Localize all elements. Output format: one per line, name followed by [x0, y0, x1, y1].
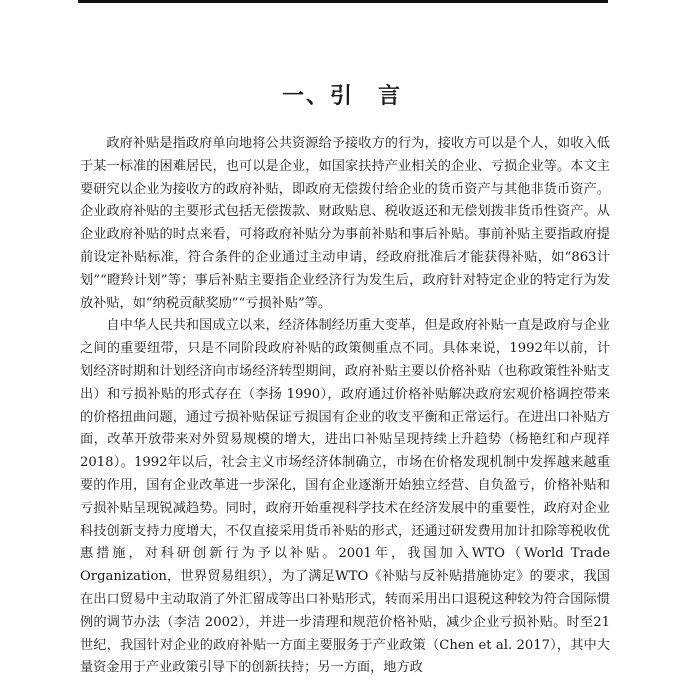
paragraph-2: 自中华人民共和国成立以来，经济体制经历重大变革，但是政府补贴一直是政府与企业之间的重要纽带，只是不同阶段政府补贴的政策侧重点不同。具体来说，1992年以前，计划经济时期和计划经济向市场经济转型期间，政府补贴主要以价格补贴（也称政策性补贴支出）和亏损补贴的形式存在（李扬 1990），政府通过价格补贴解决政府宏观价格调控带来的价格扭曲问题，通过亏损补贴保证亏损国有企业的收支平衡和正常运行。在进出口补贴方面，改革开放带来对外贸易规模的增大，进出口补贴呈现持续上升趋势（杨艳红和卢现祥 2018）。1992年以后，社会主义市场经济体制确立，市场在价格发现机制中发挥越来越重要的作用，国有企业改革进一步深化，国有企业逐渐开始独立经营、自负盈亏，价格补贴和亏损补贴呈现锐减趋势。同时，政府开始重视科学技术在经济发展中的重要性，政府对企业科技创新支持力度增大，不仅直接采用货币补贴的形式，还通过研发费用加计扣除等税收优惠措施，对科研创新行为予以补贴。2001年，我国加入WTO（World Trade Organization，世界贸易组织），为了满足WTO《补贴与反补贴措施协定》的要求，我国在出口贸易中主动取消了外汇留成等出口补贴形式，转而采用出口退税这种较为符合国际惯例的调节办法（李洁 2002），并进一步清理和规范价格补贴，减少企业亏损补贴。时至21世纪，我国针对企业的政府补贴一方面主要服务于产业政策（Chen et al. 2017），其中大量资金用于产业政策引导下的创新扶持；另一方面，地方政: [80, 318, 610, 676]
section-title: 一、引 言: [281, 82, 402, 109]
body-text: [80, 133, 610, 680]
paragraph-1: 政府补贴是指政府单向地将公共资源给予接收方的行为，接收方可以是个人，如收入低于某一标准的困难居民，也可以是企业，如国家扶持产业相关的企业、亏损企业等。本文主要研究以企业为接收方的政府补贴，即政府无偿拨付给企业的货币资产与其他非货币资产。企业政府补贴的主要形式包括无偿拨款、财政贴息、税收返还和无偿划拨非货币性资产。从企业政府补贴的时点来看，可将政府补贴分为事前补贴和事后补贴。事前补贴主要指政府提前设定补贴标准，符合条件的企业通过主动申请，经政府批准后才能获得补贴，如“863计划”“瞪羚计划”等；事后补贴主要指企业经济行为发生后，政府针对特定企业的特定行为发放补贴，如“纳税贡献奖励”“亏损补贴”等。: [80, 136, 610, 311]
top-rule: [78, 0, 608, 3]
